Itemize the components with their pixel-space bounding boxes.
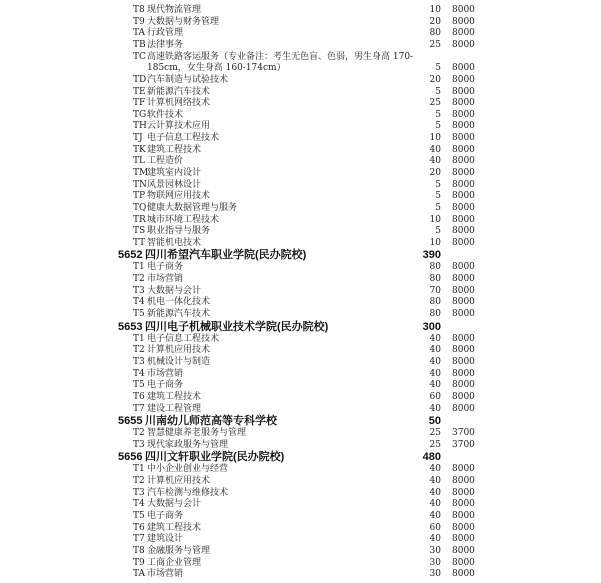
- program-code: T4: [133, 368, 145, 379]
- program-code: TA: [133, 28, 146, 39]
- program-quota: 30: [429, 545, 441, 556]
- program-quota: 40: [429, 144, 441, 155]
- program-quota: 5: [435, 121, 441, 132]
- school-name: 四川电子机械职业技术学院(民办院校): [145, 320, 329, 333]
- program-fee: 8000: [452, 16, 475, 27]
- school-total-quota: 50: [428, 415, 441, 428]
- program-quota: 40: [429, 333, 441, 344]
- program-code: TK: [133, 144, 146, 155]
- program-code: T3: [133, 439, 145, 450]
- program-row: [0, 380, 601, 392]
- program-code: TH: [133, 121, 147, 132]
- program-fee: 8000: [452, 237, 475, 248]
- program-code: T5: [133, 309, 145, 320]
- program-quota: 10: [429, 237, 441, 248]
- school-name: 四川希望汽车职业学院(民办院校): [145, 249, 307, 262]
- school-code: 5656: [118, 451, 143, 464]
- program-row: [0, 428, 601, 440]
- program-code: T9: [133, 16, 145, 27]
- program-fee: 8000: [452, 380, 475, 391]
- program-name: 汽车制造与试验技术: [147, 74, 229, 85]
- school-code: 5652: [118, 249, 143, 262]
- program-fee: 8000: [452, 109, 475, 120]
- program-quota: 5: [435, 179, 441, 190]
- program-code: T1: [133, 262, 145, 273]
- program-code: T6: [133, 391, 145, 402]
- program-name: 汽车检测与维修技术: [147, 487, 229, 498]
- school-code: 5653: [118, 320, 143, 333]
- school-total-quota: 480: [422, 451, 441, 464]
- program-quota: 5: [435, 202, 441, 213]
- program-name: 计算机应用技术: [147, 476, 211, 487]
- school-header: [0, 249, 601, 262]
- program-row: [0, 534, 601, 546]
- program-name: 软件技术: [147, 109, 184, 120]
- program-row: [0, 52, 601, 75]
- program-quota: 30: [429, 569, 441, 580]
- program-fee: 8000: [452, 487, 475, 498]
- program-code: T1: [133, 333, 145, 344]
- program-fee: 8000: [452, 522, 475, 533]
- program-code: TD: [133, 74, 147, 85]
- program-code: TA: [133, 569, 146, 580]
- program-row: [0, 558, 601, 570]
- program-quota: 40: [429, 511, 441, 521]
- program-row: [0, 286, 601, 298]
- program-fee: 3700: [452, 439, 475, 450]
- program-name: 计算机网络技术: [147, 98, 211, 109]
- program-fee: 8000: [452, 403, 475, 414]
- school-total-quota: 390: [422, 249, 441, 262]
- program-quota: 25: [429, 439, 441, 450]
- program-code: TS: [133, 226, 146, 237]
- program-row: [0, 440, 601, 452]
- program-fee: 8000: [452, 309, 475, 320]
- program-name-continued: 185cm，女生身高 160-174cm）: [147, 63, 286, 74]
- program-fee: 8000: [452, 345, 475, 356]
- program-row: [0, 569, 601, 581]
- program-row: [0, 476, 601, 488]
- program-row: [0, 488, 601, 500]
- program-quota: 5: [435, 109, 441, 120]
- program-code: TB: [133, 39, 146, 50]
- program-quota: 10: [429, 5, 441, 15]
- program-name: 云计算技术应用: [147, 121, 211, 132]
- program-code: T8: [133, 5, 145, 15]
- program-quota: 40: [429, 464, 441, 475]
- program-row: [0, 274, 601, 286]
- program-quota: 70: [429, 285, 441, 296]
- school-total-quota: 300: [422, 320, 441, 333]
- program-row: [0, 523, 601, 535]
- program-quota: 25: [429, 428, 441, 439]
- program-quota: 40: [429, 345, 441, 356]
- program-quota: 40: [429, 368, 441, 379]
- program-code: T3: [133, 285, 145, 296]
- program-row: [0, 262, 601, 274]
- program-name: 大数据与会计: [147, 499, 202, 510]
- program-code: TJ: [133, 133, 143, 144]
- program-name: 市场营销: [147, 368, 184, 379]
- program-fee: 8000: [452, 39, 475, 50]
- program-name: 健康大数据管理与服务: [147, 202, 238, 213]
- program-fee: 8000: [452, 144, 475, 155]
- program-code: T2: [133, 476, 145, 487]
- program-code: T5: [133, 511, 145, 521]
- program-quota: 80: [429, 297, 441, 308]
- program-quota: 80: [429, 262, 441, 273]
- program-quota: 25: [429, 98, 441, 109]
- school-name: 四川文轩职业学院(民办院校): [145, 451, 285, 464]
- program-quota: 80: [429, 309, 441, 320]
- program-name: 大数据与会计: [147, 285, 202, 296]
- program-name: 职业指导与服务: [147, 226, 211, 237]
- program-name: 现代物流管理: [147, 5, 202, 15]
- program-row: [0, 168, 601, 180]
- school-header: [0, 321, 601, 334]
- program-name: 金融服务与管理: [147, 545, 211, 556]
- program-quota: 40: [429, 156, 441, 167]
- program-name: 风景园林设计: [147, 179, 202, 190]
- program-row: [0, 5, 601, 17]
- program-name: 电子商务: [147, 380, 184, 391]
- program-name: 法律事务: [147, 39, 184, 50]
- program-code: T1: [133, 464, 145, 475]
- program-name: 物联网应用技术: [147, 191, 211, 202]
- school-header: [0, 415, 601, 428]
- program-row: [0, 404, 601, 416]
- program-row: [0, 215, 601, 227]
- program-code: TL: [133, 156, 145, 167]
- program-fee: 8000: [452, 391, 475, 402]
- program-fee: 8000: [452, 545, 475, 556]
- program-row: [0, 369, 601, 381]
- program-fee: 8000: [452, 121, 475, 132]
- program-quota: 20: [429, 16, 441, 27]
- program-quota: 40: [429, 356, 441, 367]
- program-fee: 8000: [452, 499, 475, 510]
- program-row: [0, 180, 601, 192]
- program-row: [0, 28, 601, 40]
- program-fee: 8000: [452, 167, 475, 178]
- program-row: [0, 156, 601, 168]
- program-quota: 80: [429, 274, 441, 285]
- program-quota: 5: [435, 86, 441, 97]
- program-code: TM: [133, 167, 149, 178]
- program-name: 电子商务: [147, 511, 184, 521]
- program-row: [0, 226, 601, 238]
- program-row: [0, 87, 601, 99]
- school-code: 5655: [118, 415, 143, 428]
- program-fee: 8000: [452, 557, 475, 568]
- program-quota: 10: [429, 133, 441, 144]
- program-fee: 8000: [452, 511, 475, 521]
- program-row: [0, 464, 601, 476]
- program-fee: 8000: [452, 5, 475, 15]
- program-fee: 8000: [452, 297, 475, 308]
- program-code: TT: [133, 237, 146, 248]
- program-name: 智慧健康养老服务与管理: [147, 428, 247, 439]
- school-header: [0, 451, 601, 464]
- program-quota: 5: [435, 226, 441, 237]
- program-fee: 8000: [452, 333, 475, 344]
- program-name: 行政管理: [147, 28, 184, 39]
- program-name: 建筑工程技术: [147, 144, 202, 155]
- program-fee: 8000: [452, 74, 475, 85]
- program-code: T2: [133, 428, 145, 439]
- program-fee: 8000: [452, 214, 475, 225]
- program-fee: 8000: [452, 98, 475, 109]
- program-name: 中小企业创业与经营: [147, 464, 229, 475]
- program-row: [0, 546, 601, 558]
- program-code: T7: [133, 534, 145, 545]
- program-name: 工程造价: [147, 156, 184, 167]
- program-quota: 20: [429, 74, 441, 85]
- program-name: 现代家政服务与管理: [147, 439, 229, 450]
- program-row: [0, 17, 601, 29]
- program-row: [0, 40, 601, 52]
- program-code: T4: [133, 499, 145, 510]
- program-fee: 8000: [452, 226, 475, 237]
- program-fee: 8000: [452, 569, 475, 580]
- program-row: [0, 133, 601, 145]
- program-name: 建筑室内设计: [147, 167, 202, 178]
- program-name: 大数据与财务管理: [147, 16, 220, 27]
- program-code: T2: [133, 345, 145, 356]
- program-code: T5: [133, 380, 145, 391]
- program-quota: 5: [435, 63, 441, 74]
- program-fee: 8000: [452, 133, 475, 144]
- program-fee: 8000: [452, 285, 475, 296]
- program-name: 计算机应用技术: [147, 345, 211, 356]
- program-row: [0, 238, 601, 250]
- program-row: [0, 203, 601, 215]
- program-name: 智能机电技术: [147, 237, 202, 248]
- program-quota: 40: [429, 403, 441, 414]
- program-quota: 40: [429, 476, 441, 487]
- program-row: [0, 110, 601, 122]
- program-code: T9: [133, 557, 145, 568]
- program-code: TG: [133, 109, 147, 120]
- program-fee: 8000: [452, 274, 475, 285]
- program-name: 建筑工程技术: [147, 522, 202, 533]
- program-quota: 10: [429, 214, 441, 225]
- program-row: [0, 392, 601, 404]
- program-quota: 40: [429, 380, 441, 391]
- program-quota: 80: [429, 28, 441, 39]
- program-fee: 8000: [452, 179, 475, 190]
- program-name: 城市环境工程技术: [147, 214, 220, 225]
- program-code: TQ: [133, 202, 147, 213]
- program-name: 机电一体化技术: [147, 297, 211, 308]
- program-code: T8: [133, 545, 145, 556]
- program-name: 建设工程管理: [147, 403, 202, 414]
- program-code: T4: [133, 297, 145, 308]
- program-name: 市场营销: [147, 274, 184, 285]
- program-name: 建筑工程技术: [147, 391, 202, 402]
- program-name: 机械设计与制造: [147, 356, 211, 367]
- program-fee: 8000: [452, 368, 475, 379]
- program-code: TP: [133, 191, 146, 202]
- program-quota: 5: [435, 191, 441, 202]
- program-quota: 25: [429, 39, 441, 50]
- program-name: 市场营销: [147, 569, 184, 580]
- program-fee: 8000: [452, 86, 475, 97]
- program-code: T6: [133, 522, 145, 533]
- program-code: T3: [133, 356, 145, 367]
- program-row: [0, 499, 601, 511]
- program-name: 电子商务: [147, 262, 184, 273]
- program-row: [0, 121, 601, 133]
- program-code: TC: [133, 51, 146, 62]
- program-fee: 8000: [452, 202, 475, 213]
- program-code: T7: [133, 403, 145, 414]
- program-quota: 60: [429, 522, 441, 533]
- program-fee: 8000: [452, 262, 475, 273]
- program-fee: 8000: [452, 464, 475, 475]
- program-code: T2: [133, 274, 145, 285]
- program-fee: 8000: [452, 191, 475, 202]
- program-row: [0, 145, 601, 157]
- program-quota: 20: [429, 167, 441, 178]
- program-code: T3: [133, 487, 145, 498]
- program-row: [0, 511, 601, 523]
- program-fee: 8000: [452, 28, 475, 39]
- program-row: [0, 309, 601, 321]
- program-quota: 40: [429, 499, 441, 510]
- program-quota: 60: [429, 391, 441, 402]
- program-row: [0, 75, 601, 87]
- program-name: 工商企业管理: [147, 557, 202, 568]
- program-name: 新能源汽车技术: [147, 309, 211, 320]
- program-fee: 8000: [452, 63, 475, 74]
- program-name: 建筑设计: [147, 534, 184, 545]
- program-fee: 8000: [452, 534, 475, 545]
- program-name: 电子信息工程技术: [147, 133, 220, 144]
- program-fee: 8000: [452, 156, 475, 167]
- program-quota: 40: [429, 487, 441, 498]
- program-name: 高速铁路客运服务（专业备注：考生无色盲、色弱，男生身高 170-: [147, 51, 414, 62]
- program-code: TR: [133, 214, 146, 225]
- program-fee: 3700: [452, 428, 475, 439]
- program-fee: 8000: [452, 476, 475, 487]
- program-row: [0, 357, 601, 369]
- program-row: [0, 345, 601, 357]
- school-name: 川南幼儿师范高等专科学校: [145, 415, 277, 428]
- program-code: TE: [133, 86, 146, 97]
- program-quota: 30: [429, 557, 441, 568]
- program-quota: 40: [429, 534, 441, 545]
- program-code: TF: [133, 98, 146, 109]
- program-name: 电子信息工程技术: [147, 333, 220, 344]
- program-row: [0, 297, 601, 309]
- program-name: 新能源汽车技术: [147, 86, 211, 97]
- program-code: TN: [133, 179, 147, 190]
- program-row: [0, 191, 601, 203]
- program-row: [0, 334, 601, 346]
- program-fee: 8000: [452, 356, 475, 367]
- program-row: [0, 98, 601, 110]
